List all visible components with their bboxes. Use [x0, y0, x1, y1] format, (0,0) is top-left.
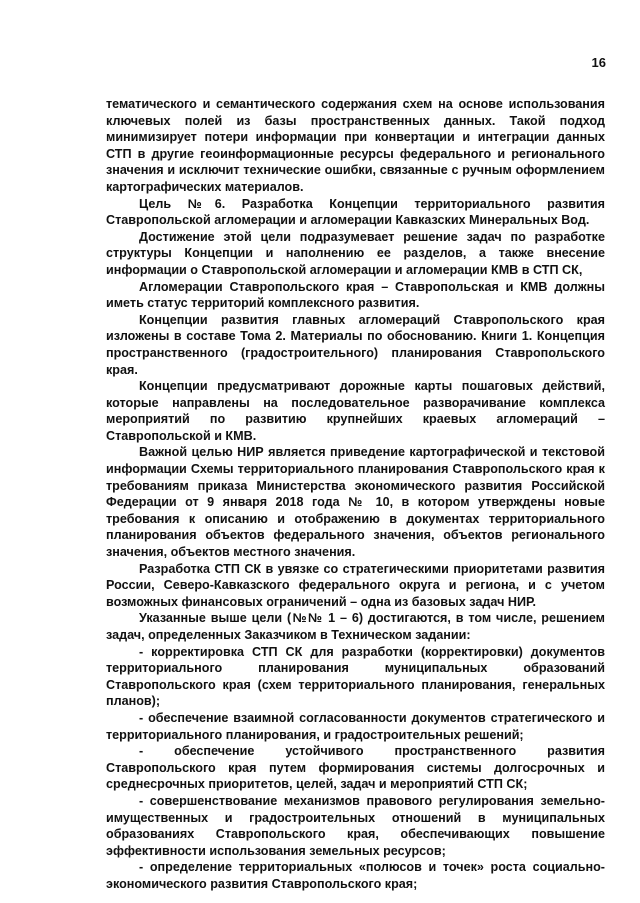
paragraph-important-goal: Важной целью НИР является приведение картографической и текстовой информации Схемы территориального планирования Ставропольского края к требованиям приказа Министерства экономического развития Российской Федерации от 9 января 2018 года № 10, в котором утверждены новые требования к описанию и отображению в документах территориального планирования объектов федерального значения, объектов регионального значения, объектов местного значения.	[106, 445, 605, 560]
list-item: - корректировка СТП СК для разработки (корректировки) документов территориального планирования муниципальных образований Ставропольского края (схем территориального планирования, генеральных планов);	[106, 644, 605, 709]
paragraph-agglomeration-status: Агломерации Ставропольского края – Ставропольская и КМВ должны иметь статус территорий комплексного развития.	[106, 279, 605, 311]
page-number: 16	[591, 55, 606, 70]
list-item: - совершенствование механизмов правового регулирования земельно-имущественных и градостроительных отношений в муниципальных образованиях Ставропольского края, обеспечивающих повышение эффективности использования земельных ресурсов;	[106, 793, 605, 858]
paragraph-development-priorities: Разработка СТП СК в увязке со стратегическими приоритетами развития России, Северо-Кавказского федерального округа и региона, и с учетом возможных финансовых ограничений – одна из базовых задач НИР.	[106, 561, 605, 609]
list-item: - обеспечение взаимной согласованности документов стратегического и территориального планирования, и градостроительных решений;	[106, 710, 605, 742]
paragraph-continuation: тематического и семантического содержания схем на основе использования ключевых полей из базы пространственных данных. Такой подход минимизирует потери информации при конвертации и интеграции данных СТП в другие геоинформационные ресурсы федерального и регионального значения и исключит технические ошибки, связанные с ручным оформлением картографических материалов.	[106, 97, 605, 194]
paragraph-goal-6-achievement: Достижение этой цели подразумевает решение задач по разработке структуры Концепции и наполнению ее разделов, а также внесение информации о Ставропольской агломерации и агломерации КМВ в СТП СК,	[106, 229, 605, 277]
paragraph-road-maps: Концепции предусматривают дорожные карты пошаговых действий, которые направлены на последовательное разворачивание комплекса мероприятий по развитию крупнейших краевых агломераций – Ставропольской и КМВ.	[106, 379, 605, 443]
paragraph-goals-achieved: Указанные выше цели (№№ 1 – 6) достигаются, в том числе, решением задач, определенных Заказчиком в Техническом задании:	[106, 611, 605, 642]
paragraph-concepts-volume: Концепции развития главных агломераций Ставропольского края изложены в составе Тома 2. Материалы по обоснованию. Книги 1. Концепция пространственного (градостроительного) планирования Ставропольского края.	[106, 312, 605, 377]
document-body	[106, 96, 605, 893]
list-item: - определение территориальных «полюсов и точек» роста социально-экономического развития Ставропольского края;	[106, 860, 605, 891]
paragraph-goal-6: Цель №6. Разработка Концепции территориального развития Ставропольской агломерации и агломерации Кавказских Минеральных Вод.	[106, 196, 605, 228]
list-item: - обеспечение устойчивого пространственного развития Ставропольского края путем формирования системы долгосрочных и среднесрочных приоритетов, целей, задач и мероприятий СТП СК;	[106, 744, 605, 792]
